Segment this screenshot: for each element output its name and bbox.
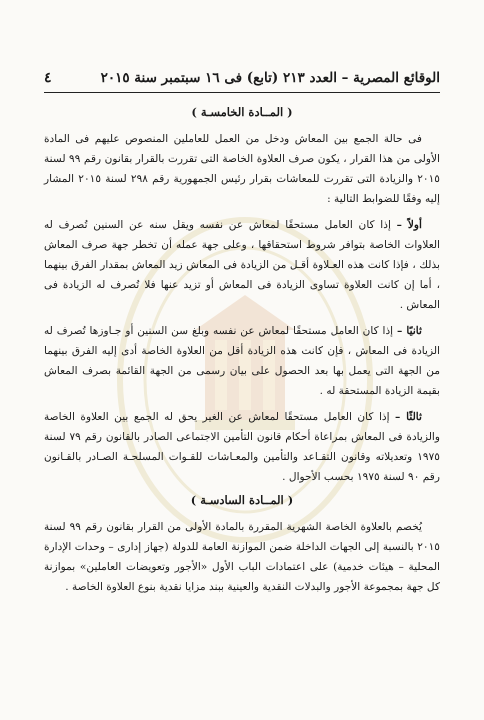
article-five	[44, 105, 440, 487]
article-paragraph	[44, 215, 440, 315]
paragraph-text: فى حالة الجمع بين المعاش ودخل من العمل للعاملين المنصوص عليهم فى المادة الأولى من هذا القرار ، يكون صرف العلاوة الخاصة التى تقررت بالقرار بقانون رقم ٩٩ لسنة ٢٠١٥ والزيادة التى تقررت للمعاشات بقرار رئيس الجمهورية رقم ٢٩٨ لسنة ٢٠١٥ المشار إليه وفقًا للضوابط التالية :	[44, 133, 440, 205]
paragraph-text: إذا كان العامل مستحقًا لمعاش عن نفسه وبلغ سن السنين أو جـاوزها تُصرف له الزيادة فى المعاش ، فإن كانت هذه الزيادة أقل من العلاوة الخاصة أدى إليه الفرق بينهما من الجهة التى يعمل بها بعد الحصول على بيان رسمى من الجهة القائمة بصرف المعاش بقيمة الزيادة المستحقة له .	[44, 325, 440, 397]
document-content	[44, 70, 440, 603]
paragraph-text: إذا كان العامل مستحقًا لمعاش عن نفسه ويقل سنه عن السنين تُصرف له العلاوات الخاصة بتوافر شروط استحقاقها ، وعلى جهة عمله أن تخطر جهة صرف المعاش بذلك ، فإذا كانت هذه العـلاوة أقـل من الزيادة فى المعاش زيد المعاش بمقدار الفرق بينهما ، أما إن كانت العلاوة تساوى الزيادة فى المعاش أو تزيد عنها فلا تُصرف له الزيادة فى المعاش .	[44, 219, 440, 311]
clause-label: أولاً –	[396, 219, 422, 231]
article-six	[44, 493, 440, 597]
page-header	[44, 70, 440, 93]
article-paragraph	[44, 407, 440, 487]
paragraph-text: يُخصم بالعلاوة الخاصة الشهرية المقررة بالمادة الأولى من القرار بقانون رقم ٩٩ لسنة ٢٠١٥ بالنسبة إلى الجهات الداخلة ضمن الموازنة العامة للدولة (جهاز إدارى – وحدات الإدارة المحلية – هيئات خدمية) على اعتمادات الباب الأول «الأجور وتعويضات العاملين» بموازنة كل جهة بمجموعة الأجور والبدلات النقدية والعينية ببند مزايا نقدية بنوع العلاوة الخاصة .	[44, 521, 440, 593]
page-number: ٤	[44, 70, 52, 86]
header-title: الوقائع المصرية – العدد ٢١٣ (تابع) فى ١٦ سبتمبر سنة ٢٠١٥	[100, 70, 440, 86]
clause-label: ثانيًا –	[396, 325, 422, 337]
clause-label: ثالثًا –	[395, 411, 422, 423]
article-heading: ( المــادة السادسـة )	[190, 493, 294, 507]
paragraph-text: إذا كان العامل مستحقًا لمعاش عن الغير يحق له الجمع بين العلاوة الخاصة والزيادة فى المعاش بمراعاة أحكام قانون التأمين الاجتماعى الصادر بالقانون رقم ٧٩ لسنة ١٩٧٥ وتعديلاته وقانون التقـاعد والتأمين والمعـاشات للقـوات المسلحـة الصـادر بالقـانون رقم ٩٠ لسنة ١٩٧٥ بحسب الأحوال .	[44, 411, 440, 483]
article-heading: ( المــادة الخامسـة )	[191, 105, 293, 119]
article-paragraph	[44, 321, 440, 401]
article-paragraph	[44, 517, 440, 597]
article-paragraph	[44, 129, 440, 209]
